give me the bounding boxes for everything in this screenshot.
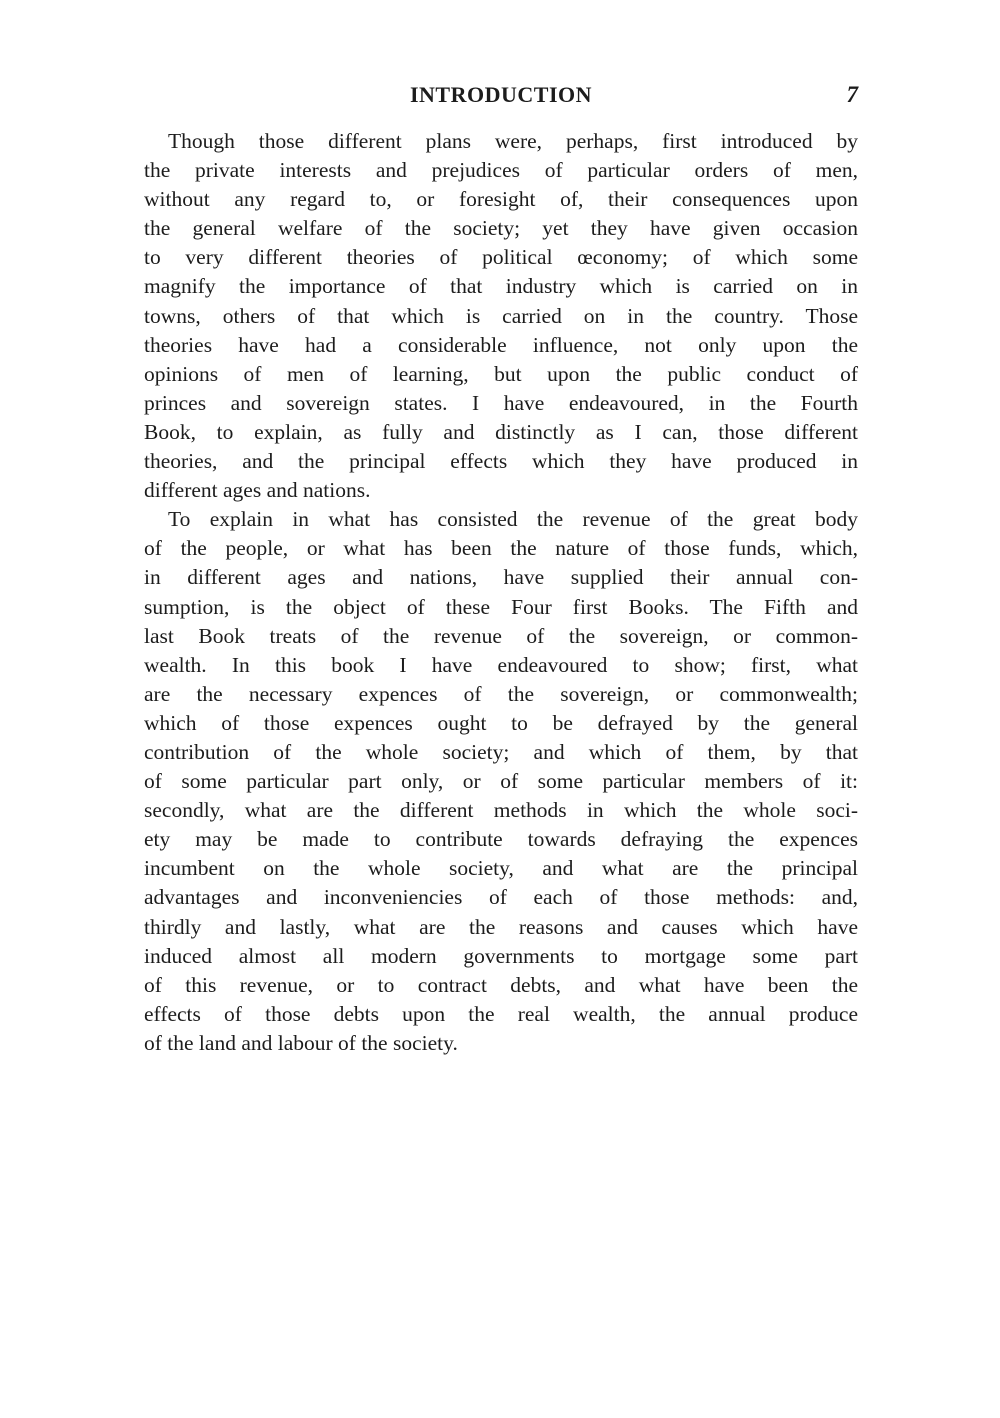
text-line: of some particular part only, or of some particular members of it:	[144, 769, 858, 794]
text-line: induced almost all modern governments to mortgage some part	[144, 943, 858, 968]
text-line: last Book treats of the revenue of the sovereign, or common-	[144, 623, 858, 648]
text-line: the general welfare of the society; yet they have given occasion	[144, 216, 858, 241]
text-line: effects of those debts upon the real wealth, the annual produce	[144, 1001, 858, 1026]
text-line: wealth. In this book I have endeavoured to show; first, what	[144, 652, 858, 677]
text-line: different ages and nations.	[144, 478, 371, 503]
text-line: in different ages and nations, have supplied their annual con-	[144, 565, 858, 590]
text-line: thirdly and lastly, what are the reasons and causes which have	[144, 914, 858, 939]
text-line: advantages and inconveniencies of each of those methods: and,	[144, 885, 858, 910]
text-line: towns, others of that which is carried on in the country. Those	[144, 303, 858, 328]
text-line: magnify the importance of that industry which is carried on in	[144, 274, 858, 299]
text-line: secondly, what are the different methods in which the whole soci-	[144, 798, 858, 823]
text-line: To explain in what has consisted the revenue of the great body	[168, 507, 858, 532]
text-line: contribution of the whole society; and which of them, by that	[144, 739, 858, 764]
paragraph	[144, 505, 858, 1058]
text-line: theories, and the principal effects which they have produced in	[144, 449, 858, 474]
text-line: the private interests and prejudices of particular orders of men,	[144, 158, 858, 183]
text-line: Book, to explain, as fully and distinctly as I can, those different	[144, 419, 858, 444]
text-line: of the people, or what has been the nature of those funds, which,	[144, 536, 858, 561]
body-text	[144, 127, 858, 1058]
text-line: Though those different plans were, perhaps, first introduced by	[168, 129, 858, 153]
page-number: 7	[846, 82, 858, 107]
text-line: sumption, is the object of these Four first Books. The Fifth and	[144, 594, 858, 619]
text-line: opinions of men of learning, but upon the public conduct of	[144, 361, 858, 386]
text-line: incumbent on the whole society, and what are the principal	[144, 856, 858, 881]
text-line: are the necessary expences of the sovereign, or commonwealth;	[144, 681, 858, 706]
text-line: ety may be made to contribute towards defraying the expences	[144, 827, 858, 852]
text-line: to very different theories of political œconomy; of which some	[144, 245, 858, 270]
text-line: of this revenue, or to contract debts, and what have been the	[144, 972, 858, 997]
text-line: without any regard to, or foresight of, their consequences upon	[144, 187, 858, 212]
text-line: of the land and labour of the society.	[144, 1030, 458, 1055]
text-line: princes and sovereign states. I have endeavoured, in the Fourth	[144, 390, 858, 415]
paragraph	[144, 127, 858, 505]
chapter-title: INTRODUCTION	[409, 82, 593, 107]
text-line: theories have had a considerable influence, not only upon the	[144, 332, 858, 357]
running-head	[144, 80, 858, 110]
text-line: which of those expences ought to be defrayed by the general	[144, 710, 858, 735]
